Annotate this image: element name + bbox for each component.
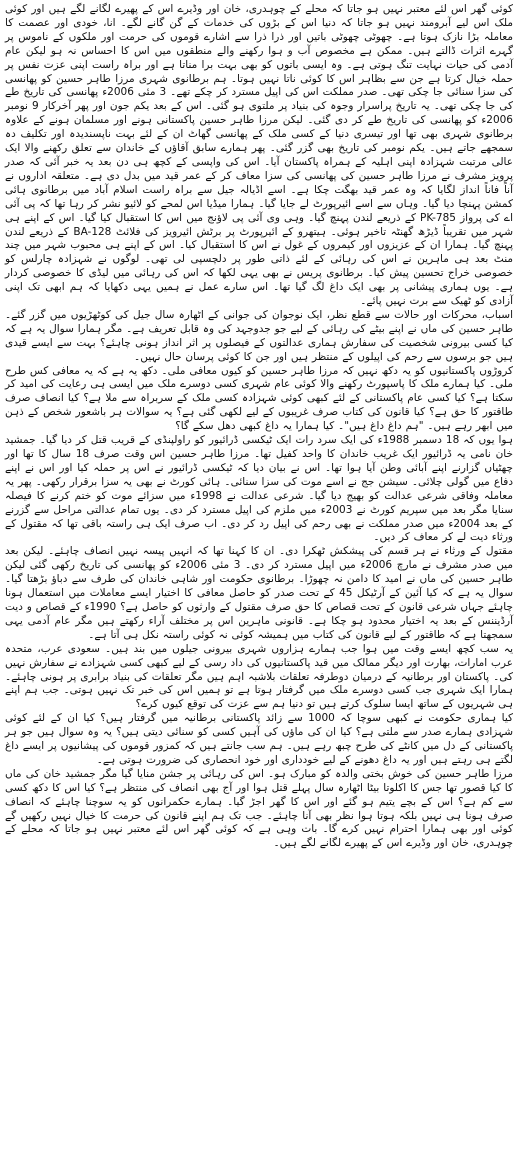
article-paragraph: کوئی گھر اس لئے معتبر نہیں ہو جاتا کہ محلے کے چوہدری، خان اور وڈیرے اس کے پھیرے لگانے لگے ہیں اور کوئی ملک اس لیے آبرومند نہیں ہو جاتا کہ دنیا اس کے بڑوں کی خدمات کے گن گانے لگے۔ انا، خودی اور عصمت کا معاملہ بڑا نازک ہوتا ہے۔ چھوٹی چھوٹی باتیں اور ذرا ذرا سے اشارے قوموں کی حرمت اور ملکوں کے ناموس پر گہرے اثرات ڈالتے ہیں۔ ممکن ہے مخصوص آب و ہوا رکھنے والے منطقوں میں اس کا احساس نہ ہو لیکن عام آدمی کی حیات نہایت تنگ ہوتی ہے۔ وہ ایسی باتوں کو بھی بہت برا مناتا ہے اور براہ راست اپنی عزت نفس پر حملہ خیال کرتا ہے جن سے بظاہر اس کا کوئی ناتا نہیں ہوتا۔ ہم برطانوی شہری مرزا طاہر حسین کو پھانسی کی سزا سنائی جا چکی تھی۔ صدر مملکت اس کی اپیل مسترد کر چکے تھے۔ 3 مئی 2006ء پھانسی کی تاریخ طے کی جا چکی تھی۔ یہ تاریخ پراسرار وجوہ کی بنیاد پر ملتوی ہو گئی۔ اس کے بعد یکم جون اور پھر آخرکار 9 نومبر 2006ء کو پھانسی کی تاریخ طے کر دی گئی۔ لیکن مرزا طاہر حسین پاکستانی ہونے اور مسلمان ہونے کے علاوہ برطانوی شہری بھی تھا اور تیسری دنیا کے کسی ملک کے پھانسی گھاٹ ان کے لئے بہت ناپسندیدہ اور تکلیف دہ سمجھے جاتے ہیں۔ یکم نومبر کی تاریخ بھی گزر گئی۔ پھر ہمارے سابق آقاؤں کے خاندان سے تعلق رکھنے والا ایک عالی مرتبت شہزادہ اپنی اہلیہ کے ہمراہ پاکستان آیا۔ اس کی واپسی کے کچھ ہی دن بعد یہ خبر آئی کہ صدر پرویز مشرف نے مرزا طاہر حسین کی پھانسی کی سزا معاف کر کے عمر قید میں بدل دی ہے۔ متعلقہ اداروں نے آناً فاناً انداز لگایا کہ وہ عمر قید بھگت چکا ہے۔ اسے اڈیالہ جیل سے براہ راست اسلام آباد میں برطانوی ہائی کمشن پہنچا دیا گیا۔ وہاں سے اسے ائیرپورٹ لے جایا گیا۔ ہمارا میڈیا اس لمحے کو لائیو نشر کر رہا تھا کہ پی آئی اے کی پرواز PK-785 کے ذریعے لندن پہنچ گیا۔ وہی وی آئی پی لاؤنج میں اس کا استقبال کیا گیا۔ اس کے اپنے ہی شہر میں تقریباً ڈیڑھ گھنٹہ تاخیر ہوئی۔ ہیتھرو کے ائیرپورٹ پر برٹش ائیرویز کی فلائٹ BA-128 کے ذریعے لندن پہنچ گیا۔ ہمارا ان کے عزیزوں اور کیمروں کے غول نے اس کا استقبال کیا۔ اس کے اپنے ہی محبوب شہر میں چند منٹ بعد ہی ماہرین نے اس کی رہائی کے لئے ذاتی طور پر دلچسپی لی تھی۔ لوگوں نے شہزادہ چارلس کو خصوصی خراج تحسین پیش کیا۔ برطانوی پریس نے بھی یہی لکھا کہ اس کی رہائی میں لیڈی کا خصوصی کردار ہے۔ یوں ہماری پیشانی پر بھی ایک داغ لگ گیا تھا۔ اس سارے عمل نے ہمیں یہی دکھایا کہ ہم ابھی تک اپنی آزادی کو ٹھیک سے برت نہیں پائے۔ — [5, 3, 514, 308]
article-paragraph: کیا ہماری حکومت نے کبھی سوچا کہ 1000 سے زائد پاکستانی برطانیہ میں گرفتار ہیں؟ کیا ان کے لئے کوئی شہزادی ہمارے صدر سے ملتی ہے؟ کیا ان کی ماؤں کی آہیں کسی کو سنائی دیتی ہیں؟ یہ وہ سوال ہیں جو ہر پاکستانی کے دل میں کانٹے کی طرح چبھ رہے ہیں۔ ہم سب جانتے ہیں کہ کمزور قوموں کی پیشانیوں پر ایسے داغ لگتے ہی رہتے ہیں اور یہ داغ دھونے کے لیے خودداری اور خود انحصاری کی ضرورت ہوتی ہے۔ — [5, 712, 513, 766]
article-paragraph: مقتول کے ورثاء نے ہر قسم کی پیشکش ٹھکرا دی۔ ان کا کہنا تھا کہ انہیں پیسہ نہیں انصاف چاہئے۔ لیکن بعد میں صدر مشرف نے مارچ 2006ء میں اپیل مسترد کر دی۔ 3 مئی 2006ء کو پھانسی کی تاریخ رکھی گئی لیکن طاہر حسین کی ماں نے امید کا دامن نہ چھوڑا۔ برطانوی حکومت اور شاہی خاندان کی طرف سے دباؤ بڑھتا گیا۔ سوال یہ ہے کہ کیا آئین کے آرٹیکل 45 کے تحت صدر کو حاصل معافی کا اختیار ایسے معاملات میں استعمال ہونا چاہئے جہاں شرعی قانون کے تحت قصاص کا حق صرف مقتول کے وارثوں کو حاصل ہے؟ 1990ء کے قصاص و دیت آرڈیننس کے بعد یہ اختیار محدود ہو چکا ہے۔ قانونی ماہرین اس پر مختلف آراء رکھتے ہیں مگر عام آدمی یہی سمجھتا ہے کہ طاقتور کے لیے قانون کی کتاب میں ہمیشہ کوئی نہ کوئی راستہ نکل ہی آتا ہے۔ — [5, 545, 513, 641]
article-paragraph: یہ سب کچھ ایسے وقت میں ہوا جب ہمارے ہزاروں شہری بیرونی جیلوں میں بند ہیں۔ سعودی عرب، متحدہ عرب امارات، بھارت اور دیگر ممالک میں قید پاکستانیوں کی داد رسی کے لیے کبھی کسی شہزادے نے سفارش نہیں کی۔ پاکستان اور برطانیہ کے درمیان دوطرفہ تعلقات بلاشبہ اہم ہیں مگر تعلقات کی بنیاد برابری پر ہونی چاہئے۔ ہمارا ایک شہری جب کسی دوسرے ملک میں گرفتار ہوتا ہے تو ہمیں اس کی خبر تک نہیں ہوتی۔ جب ہم اپنے ہی شہریوں کے ساتھ ایسا سلوک کرتے ہیں تو دنیا ہم سے عزت کی توقع کیوں کرے؟ — [5, 642, 513, 711]
article-paragraph: کروڑوں پاکستانیوں کو یہ دکھ نہیں کہ مرزا طاہر حسین کو کیوں معافی ملی۔ دکھ یہ ہے کہ یہ معافی کس طرح ملی۔ کیا ہمارے ملک کا پاسپورٹ رکھنے والا کوئی عام شہری کسی دوسرے ملک میں ایسی ہی رعایت کی امید کر سکتا ہے؟ کیا کسی عام پاکستانی کے لئے کبھی کوئی شہزادہ کسی ملک کے سربراہ سے ملا ہے؟ کیا انصاف صرف طاقتور کا حق ہے؟ کیا قانون کی کتاب صرف غریبوں کے لیے لکھی گئی ہے؟ یہ سوالات ہر باشعور شخص کے ذہن میں ابھر رہے ہیں۔ "ہم داغ داغ ہیں"۔ کیا ہمارا یہ داغ کبھی دھل سکے گا؟ — [5, 364, 513, 433]
article-paragraph: ہوا یوں کہ 18 دسمبر 1988ء کی ایک سرد رات ایک ٹیکسی ڈرائیور کو راولپنڈی کے قریب قتل کر دیا گیا۔ جمشید خان نامی یہ ڈرائیور ایک غریب خاندان کا واحد کفیل تھا۔ مرزا طاہر حسین اس وقت صرف 18 سال کا تھا اور چھٹیاں گزارنے اپنے آبائی وطن آیا ہوا تھا۔ اس نے بیان دیا کہ ٹیکسی ڈرائیور نے اس پر حملہ کیا اور اس نے اپنے دفاع میں گولی چلائی۔ سیشن جج نے اسے موت کی سزا سنائی۔ ہائی کورٹ نے بھی یہ سزا برقرار رکھی۔ پھر یہ معاملہ وفاقی شرعی عدالت کو بھیج دیا گیا۔ شرعی عدالت نے 1998ء میں سزائے موت کو ختم کرنے کا فیصلہ سنایا مگر بعد میں سپریم کورٹ نے 2003ء میں ملزم کی اپیل مسترد کر دی۔ یوں تمام عدالتی مراحل سے گزرنے کے بعد 2004ء میں صدر مملکت نے بھی رحم کی اپیل رد کر دی۔ اب صرف ایک ہی راستہ باقی تھا کہ مقتول کے ورثاء دیت لے کر معاف کر دیں۔ — [5, 434, 514, 544]
article-paragraph: مرزا طاہر حسین کی خوش بختی والدہ کو مبارک ہو۔ اس کی رہائی پر جشن منایا گیا مگر جمشید خان کی ماں کا کیا قصور تھا جس کا اکلوتا بیٹا اٹھارہ سال پہلے قتل ہوا اور آج بھی انصاف کی منتظر ہے؟ کیا اس کا دکھ کسی سے کم ہے؟ اس کے بچے یتیم ہو گئے اور اس کا گھر اجڑ گیا۔ ہمارے حکمرانوں کو یہ سوچنا چاہئے کہ انصاف صرف ہونا ہی نہیں بلکہ ہوتا ہوا نظر بھی آنا چاہئے۔ جب تک ہم اپنے قانون کی حرمت کا خیال نہیں رکھیں گے کوئی اور بھی ہمارا احترام نہیں کرے گا۔ بات وہی ہے کہ کوئی گھر اس لئے معتبر نہیں ہو جاتا کہ محلے کے چوہدری، خان اور وڈیرے اس کے پھیرے لگانے لگے ہیں۔ — [5, 767, 513, 850]
article-paragraph: اسباب، محرکات اور حالات سے قطع نظر، ایک نوجوان کی جوانی کے اٹھارہ سال جیل کی کوٹھڑیوں میں گزر گئے۔ طاہر حسین کی ماں نے اپنے بیٹے کی رہائی کے لیے جو جدوجہد کی وہ قابل تعریف ہے۔ مگر ہمارا سوال یہ ہے کہ کیا کسی بیرونی شخصیت کی سفارش ہماری عدالتوں کے فیصلوں پر اثر انداز ہونی چاہئے؟ بہت سے ایسے قیدی ہیں جو برسوں سے رحم کی اپیلوں کے منتظر ہیں اور جن کا کوئی پرسان حال نہیں۔ — [5, 308, 513, 363]
